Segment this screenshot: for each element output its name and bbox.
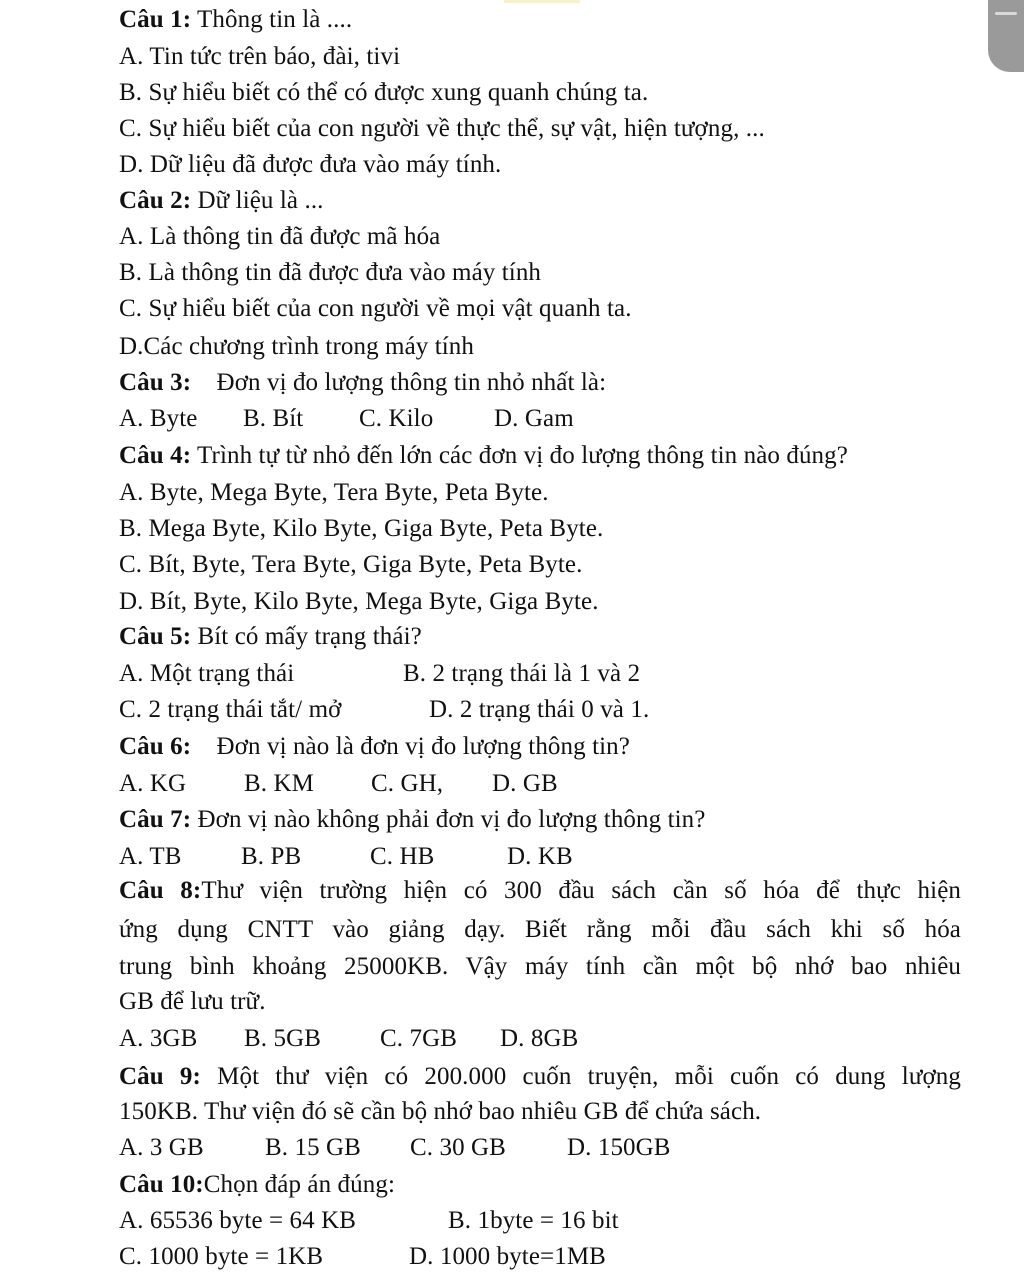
question-1 bbox=[119, 5, 352, 35]
option-text: C. 30 GB bbox=[410, 1134, 506, 1161]
option-text: B. KM bbox=[244, 770, 314, 797]
question-text-continued: trung bình khoảng 25000KB. Vậy máy tính cần một bộ nhớ bao nhiêu bbox=[119, 953, 961, 980]
question-text-continued: GB để lưu trữ. bbox=[119, 988, 266, 1015]
option-text: D. 150GB bbox=[567, 1134, 671, 1161]
question-6 bbox=[119, 732, 630, 762]
question-3 bbox=[119, 368, 606, 398]
option-text: D. 8GB bbox=[500, 1025, 579, 1052]
option-text: A. Byte, Mega Byte, Tera Byte, Peta Byte. bbox=[119, 479, 549, 506]
question-5-options-row-2 bbox=[119, 695, 819, 725]
option-text: C. 2 trạng thái tắt/ mở bbox=[119, 696, 342, 723]
option-text: C. Sự hiểu biết của con người về thực thể, sự vật, hiện tượng, ... bbox=[119, 115, 765, 142]
option-text: C. 1000 byte = 1KB bbox=[119, 1243, 324, 1270]
question-number: Câu 1: bbox=[119, 6, 192, 33]
question-text: Dữ liệu là ... bbox=[191, 187, 324, 214]
question-text: Trình tự từ nhỏ đến lớn các đơn vị đo lượng thông tin nào đúng? bbox=[191, 442, 848, 469]
question-5-options-row-1 bbox=[119, 659, 819, 689]
question-text: Một thư viện có 200.000 cuốn truyện, mỗi cuốn có dung lượng bbox=[200, 1063, 961, 1090]
question-text: Thư viện trường hiện có 300 đầu sách cần số hóa để thực hiện bbox=[201, 877, 961, 904]
option-text: B. Sự hiểu biết có thể có được xung quanh chúng ta. bbox=[119, 79, 649, 106]
option-text: D. 2 trạng thái 0 và 1. bbox=[429, 696, 650, 723]
option-text: D. Bít, Byte, Kilo Byte, Mega Byte, Giga Byte. bbox=[119, 588, 599, 615]
option-text: A. 3 GB bbox=[119, 1134, 204, 1161]
option-text: D. GB bbox=[492, 770, 558, 797]
option-text: A. Tin tức trên báo, đài, tivi bbox=[119, 43, 401, 70]
question-number: Câu 10: bbox=[119, 1171, 204, 1198]
option-text: D. KB bbox=[507, 843, 573, 870]
option-text: C. HB bbox=[370, 843, 435, 870]
question-10-options-row-1 bbox=[119, 1206, 819, 1236]
option-text: C. Kilo bbox=[359, 405, 434, 432]
question-number: Câu 3: bbox=[119, 369, 192, 396]
option-text: B. PB bbox=[241, 843, 302, 870]
scroll-handle-grip-icon bbox=[995, 12, 1017, 15]
question-text: Đơn vị nào là đơn vị đo lượng thông tin? bbox=[191, 733, 630, 760]
question-text-continued: 150KB. Thư viện đó sẽ cần bộ nhớ bao nhiêu GB để chứa sách. bbox=[119, 1098, 762, 1125]
question-text: Thông tin là .... bbox=[191, 6, 353, 33]
question-10-options-row-2 bbox=[119, 1242, 819, 1272]
question-4 bbox=[119, 441, 848, 471]
question-text: Bít có mấy trạng thái? bbox=[191, 623, 422, 650]
option-text: B. Mega Byte, Kilo Byte, Giga Byte, Peta Byte. bbox=[119, 515, 604, 542]
option-text: C. Bít, Byte, Tera Byte, Giga Byte, Peta Byte. bbox=[119, 551, 583, 578]
question-number: Câu 6: bbox=[119, 733, 192, 760]
option-text: C. 7GB bbox=[380, 1025, 458, 1052]
question-number: Câu 2: bbox=[119, 187, 192, 214]
option-text: A. Byte bbox=[119, 405, 198, 432]
option-text: B. Là thông tin đã được đưa vào máy tính bbox=[119, 259, 542, 286]
question-number: Câu 5: bbox=[119, 623, 192, 650]
option-text: B. Bít bbox=[243, 405, 304, 432]
option-text: B. 15 GB bbox=[265, 1134, 361, 1161]
question-9-options bbox=[119, 1133, 819, 1163]
option-text: A. 3GB bbox=[119, 1025, 198, 1052]
question-number: Câu 7: bbox=[119, 806, 192, 833]
option-text: D. Gam bbox=[494, 405, 574, 432]
option-text: D. 1000 byte=1MB bbox=[409, 1243, 606, 1270]
question-8-options bbox=[119, 1024, 719, 1054]
question-3-options bbox=[119, 404, 719, 434]
question-number: Câu 9: bbox=[119, 1063, 201, 1090]
question-8 bbox=[119, 876, 961, 906]
question-10 bbox=[119, 1170, 395, 1200]
highlight-mark bbox=[504, 0, 580, 3]
option-text: A. 65536 byte = 64 KB bbox=[119, 1207, 357, 1234]
question-7-options bbox=[119, 842, 719, 872]
question-9 bbox=[119, 1062, 961, 1092]
option-text: D. Dữ liệu đã được đưa vào máy tính. bbox=[119, 151, 502, 178]
option-text: A. TB bbox=[119, 843, 182, 870]
option-text: B. 5GB bbox=[244, 1025, 322, 1052]
option-text: B. 1byte = 16 bit bbox=[448, 1207, 619, 1234]
question-text: Chọn đáp án đúng: bbox=[203, 1171, 395, 1198]
option-text: D.Các chương trình trong máy tính bbox=[119, 333, 475, 360]
option-text: A. Là thông tin đã được mã hóa bbox=[119, 223, 441, 250]
option-text: A. Một trạng thái bbox=[119, 660, 295, 687]
question-5 bbox=[119, 622, 422, 652]
question-6-options bbox=[119, 769, 719, 799]
option-text: C. Sự hiểu biết của con người về mọi vật quanh ta. bbox=[119, 295, 632, 322]
scroll-handle[interactable] bbox=[988, 0, 1024, 72]
question-number: Câu 4: bbox=[119, 442, 192, 469]
option-text: A. KG bbox=[119, 770, 187, 797]
option-text: B. 2 trạng thái là 1 và 2 bbox=[403, 660, 641, 687]
question-text-continued: ứng dụng CNTT vào giảng dạy. Biết rằng mỗi đầu sách khi số hóa bbox=[119, 916, 961, 943]
question-text: Đơn vị đo lượng thông tin nhỏ nhất là: bbox=[191, 369, 607, 396]
option-text: C. GH, bbox=[371, 770, 444, 797]
question-2 bbox=[119, 186, 324, 216]
question-number: Câu 8: bbox=[119, 877, 202, 904]
question-7 bbox=[119, 805, 705, 835]
question-text: Đơn vị nào không phải đơn vị đo lượng thông tin? bbox=[191, 806, 706, 833]
